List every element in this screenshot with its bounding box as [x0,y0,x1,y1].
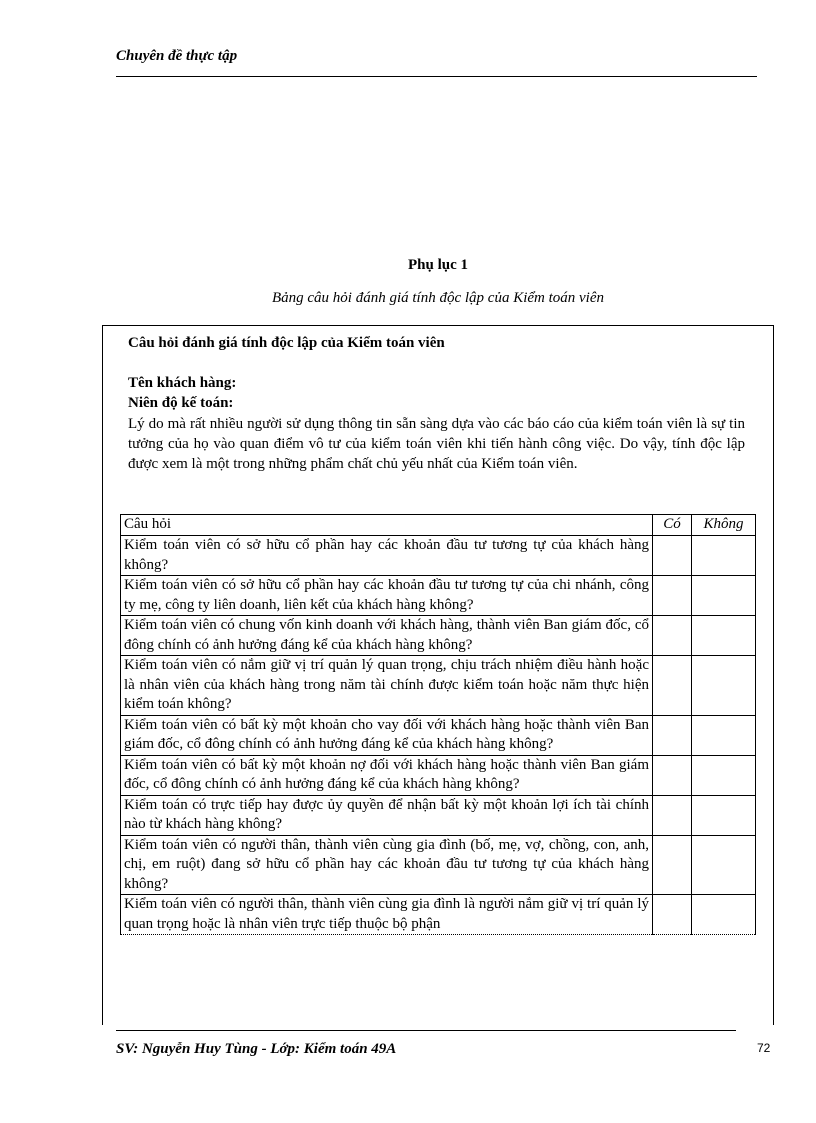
answer-yes-cell[interactable] [653,576,692,616]
answer-yes-cell[interactable] [653,835,692,895]
question-text: Kiểm toán viên có sở hữu cổ phần hay các khoản đầu tư tương tự của chi nhánh, công ty mẹ, công ty liên doanh, liên kết của khách hàng không? [121,576,653,616]
table-row [121,715,756,755]
table-row [121,576,756,616]
client-name-label: Tên khách hàng: [128,375,237,391]
table-row [121,755,756,795]
appendix-title: Phụ lục 1 [407,257,468,273]
answer-no-cell[interactable] [692,795,756,835]
answer-no-cell[interactable] [692,755,756,795]
answer-yes-cell[interactable] [653,895,692,935]
question-text: Kiểm toán viên có bất kỳ một khoản cho vay đối với khách hàng hoặc thành viên Ban giám đốc, cổ đông chính có ảnh hưởng đáng kể của khách hàng không? [121,715,653,755]
answer-no-cell[interactable] [692,616,756,656]
answer-yes-cell[interactable] [653,795,692,835]
question-text: Kiểm toán viên có chung vốn kinh doanh với khách hàng, thành viên Ban giám đốc, cổ đông chính có ảnh hưởng đáng kể của khách hàng không? [121,616,653,656]
answer-yes-cell[interactable] [653,715,692,755]
table-row [121,795,756,835]
intro-paragraph: Lý do mà rất nhiều người sử dụng thông tin sẵn sàng dựa vào các báo cáo của kiểm toán viên là sự tin tưởng của họ vào quan điểm vô tư của kiểm toán viên khi tiến hành công việc. Do vậy, tính độc lập được xem là một trong những phẩm chất chủ yếu nhất của Kiểm toán viên. [128,416,745,472]
header-title: Chuyên đề thực tập [116,48,238,64]
fiscal-period-label: Niên độ kế toán: [128,395,234,411]
answer-no-cell[interactable] [692,895,756,935]
answer-yes-cell[interactable] [653,656,692,716]
answer-yes-cell[interactable] [653,536,692,576]
column-header-question: Câu hỏi [121,515,653,536]
question-text: Kiểm toán viên có sở hữu cổ phần hay các khoản đầu tư tương tự của khách hàng không? [121,536,653,576]
table-row [121,656,756,716]
answer-no-cell[interactable] [692,656,756,716]
question-text: Kiểm toán viên có nắm giữ vị trí quản lý quan trọng, chịu trách nhiệm điều hành hoặc là nhân viên của khách hàng trong năm tài chính được kiểm toán hoặc năm thực hiện kiểm toán không? [121,656,653,716]
answer-no-cell[interactable] [692,715,756,755]
answer-no-cell[interactable] [692,835,756,895]
independence-questionnaire-table [120,514,756,935]
table-header-row [121,515,756,536]
appendix-subtitle: Bảng câu hỏi đánh giá tính độc lập của Kiểm toán viên [271,290,605,306]
table-row [121,616,756,656]
answer-no-cell[interactable] [692,576,756,616]
table-row [121,835,756,895]
column-header-yes: Có [653,515,692,536]
table-row [121,895,756,935]
footer-author: SV: Nguyễn Huy Tùng - Lớp: Kiểm toán 49A [116,1041,397,1057]
box-heading: Câu hỏi đánh giá tính độc lập của Kiểm toán viên [128,335,445,351]
table-row [121,536,756,576]
question-text: Kiểm toán viên có người thân, thành viên cùng gia đình là người nắm giữ vị trí quản lý quan trọng hoặc là nhân viên trực tiếp thuộc bộ phận [121,895,653,935]
answer-yes-cell[interactable] [653,616,692,656]
question-text: Kiểm toán có trực tiếp hay được ủy quyền để nhận bất kỳ một khoản lợi ích tài chính nào từ khách hàng không? [121,795,653,835]
column-header-no: Không [692,515,756,536]
answer-yes-cell[interactable] [653,755,692,795]
answer-no-cell[interactable] [692,536,756,576]
footer-rule [116,1030,736,1031]
page-number: 72 [757,1041,771,1055]
question-text: Kiểm toán viên có bất kỳ một khoản nợ đối với khách hàng hoặc thành viên Ban giám đốc, cổ đông chính có ảnh hưởng đáng kể của khách hàng không? [121,755,653,795]
header-rule [116,76,757,77]
question-text: Kiểm toán viên có người thân, thành viên cùng gia đình (bố, mẹ, vợ, chồng, con, anh, chị, em ruột) đang sở hữu cổ phần hay các khoản đầu tư tương tự của khách hàng không? [121,835,653,895]
